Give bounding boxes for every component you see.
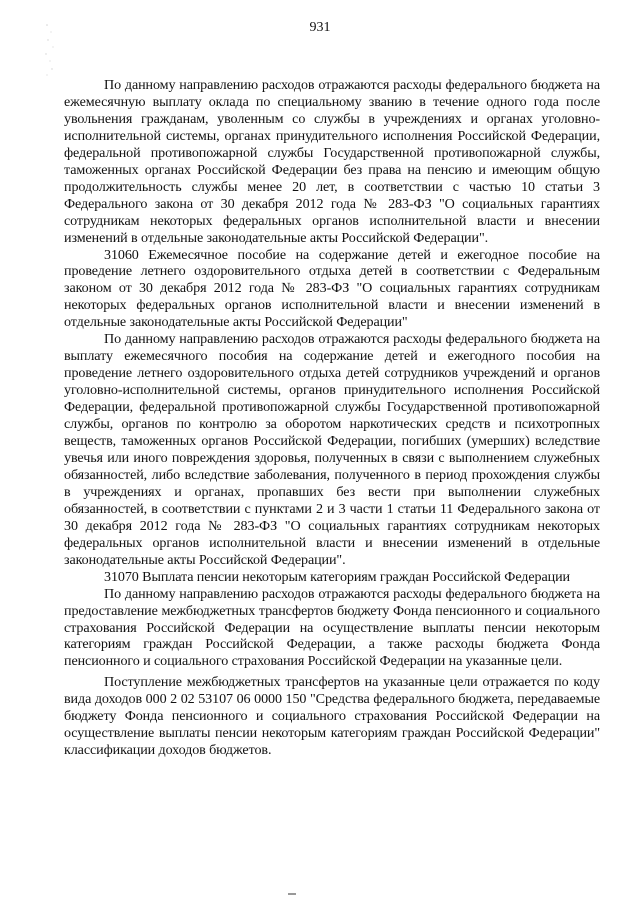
paragraph-expense-description: По данному направлению расходов отражаются расходы федерального бюджета на выплату ежемесячного пособия на содержание детей и ежегодного пособия на проведение летнего оздоровительного отдыха детей сотрудников учреждений и органов уголовно-исполнительной системы, органов принудительного исполнения Российской Федерации, федеральной противопожарной службы Государственной противопожарной службы, органов по контролю за оборотом наркотических средств и психотропных веществ, таможенных органов Российской Федерации, погибших (умерших) вследствие увечья или иного повреждения здоровья, полученных в связи с выполнением служебных обязанностей, либо вследствие заболевания, полученного в период прохождения службы в учреждениях и органах, пропавших без вести при выполнении служебных обязанностей, в соответствии с пунктами 2 и 3 части 1 статьи 11 Федерального закона от 30 декабря 2012 года № 283-ФЗ "О социальных гарантиях сотрудникам некоторых федеральных органов исполнительной власти и внесении изменений в отдельные законодательные акты Российской Федерации". (64, 331, 600, 568)
paragraph-code-31070: 31070 Выплата пенсии некоторым категориям граждан Российской Федерации (104, 568, 570, 585)
paragraph-expense-description: По данному направлению расходов отражаются расходы федерального бюджета на предоставление межбюджетных трансфертов бюджету Фонда пенсионного и социального страхования Российской Федерации на осуществление выплаты пенсии некоторым категориям граждан Российской Федерации, а также расходы бюджета Фонда пенсионного и социального страхования Российской Федерации на указанные цели. (64, 585, 600, 670)
paragraph-revenue-code: Поступление межбюджетных трансфертов на указанные цели отражается по коду вида доходов 000 2 02 53107 06 0000 150 "Средства федерального бюджета, передаваемые бюджету Фонда пенсионного и социального страхования Российской Федерации на осуществление выплаты пенсии некоторым категориям граждан Российской Федерации" классификации доходов бюджетов. (64, 674, 600, 759)
paragraph-expense-description: По данному направлению расходов отражаются расходы федерального бюджета на ежемесячную выплату оклада по специальному званию в течение одного года после увольнения гражданам, уволенным со службы в учреждениях и органах уголовно-исполнительной системы, органах принудительного исполнения Российской Федерации, федеральной противопожарной службы Государственной противопожарной службы, таможенных органах Российской Федерации без права на пенсию и имеющим общую продолжительность службы менее 20 лет, в соответствии с частью 10 статьи 3 Федерального закона от 30 декабря 2012 года № 283-ФЗ "О социальных гарантиях сотрудникам некоторых федеральных органов исполнительной власти и внесении изменений в отдельные законодательные акты Российской Федерации". (64, 77, 600, 246)
document-body (64, 77, 600, 759)
paragraph-code-31060: 31060 Ежемесячное пособие на содержание детей и ежегодное пособие на проведение летнего оздоровительного отдыха детей в соответствии с Федеральным законом от 30 декабря 2012 года № 283-ФЗ "О социальных гарантиях сотрудникам некоторых федеральных органов исполнительной власти и внесении изменений в отдельные законодательные акты Российской Федерации" (64, 246, 600, 331)
page-number: 931 (309, 20, 331, 35)
scan-bottom-mark (288, 893, 296, 895)
